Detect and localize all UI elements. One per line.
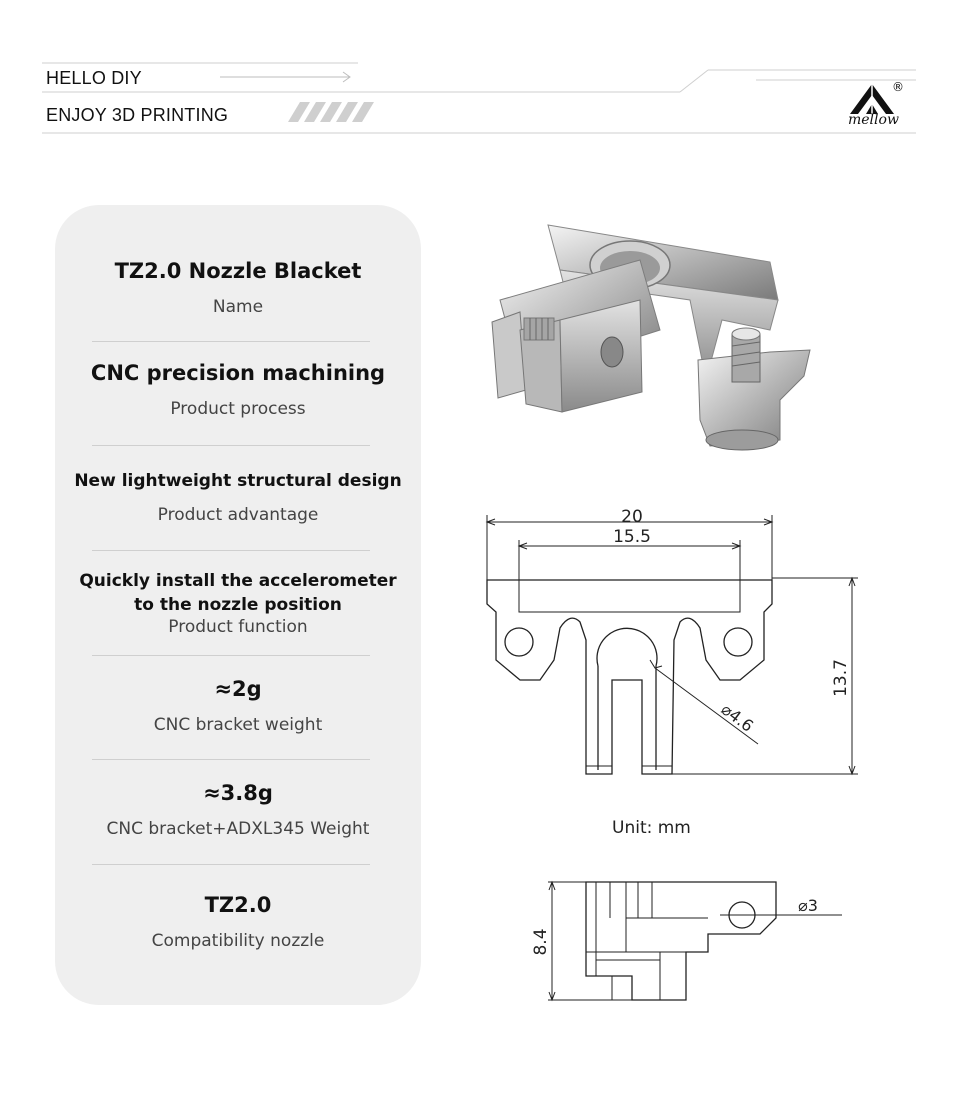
spec-process-value: CNC precision machining [90, 361, 386, 385]
side-hole-label: ⌀3 [798, 896, 818, 915]
registered-mark: ® [892, 80, 904, 94]
spec-compatibility-value: TZ2.0 [204, 893, 272, 917]
front-drawing [487, 515, 858, 774]
spec-weight-label: CNC bracket weight [153, 715, 323, 735]
spec-function-value-line2: to the nozzle position [134, 595, 342, 615]
header-hello-diy: HELLO DIY [46, 68, 142, 88]
spec-total-weight-value: ≈3.8g [203, 781, 273, 805]
spec-name-value: TZ2.0 Nozzle Blacket [114, 259, 362, 283]
spec-advantage-value: New lightweight structural design [74, 471, 402, 491]
spec-function-value-line1: Quickly install the accelerometer [79, 571, 397, 591]
dim-height-label: 13.7 [831, 659, 851, 697]
spec-weight-value: ≈2g [214, 677, 262, 701]
product-render [492, 225, 810, 450]
brand-name: mellow [848, 112, 899, 128]
side-height-label: 8.4 [531, 928, 551, 956]
spec-name-label: Name [212, 297, 264, 317]
header-enjoy-3d-printing: ENJOY 3D PRINTING [46, 105, 229, 125]
dim-hole-label: ⌀4.6 [717, 699, 758, 736]
dim-width-label: 20 [621, 507, 643, 527]
spec-advantage-label: Product advantage [157, 505, 319, 525]
unit-label: Unit: mm [612, 818, 691, 838]
spec-total-weight-label: CNC bracket+ADXL345 Weight [106, 819, 370, 839]
spec-compatibility-label: Compatibility nozzle [151, 931, 325, 951]
spec-function-label: Product function [168, 617, 308, 637]
spec-process-label: Product process [170, 399, 306, 419]
dim-inner-label: 15.5 [613, 527, 651, 547]
